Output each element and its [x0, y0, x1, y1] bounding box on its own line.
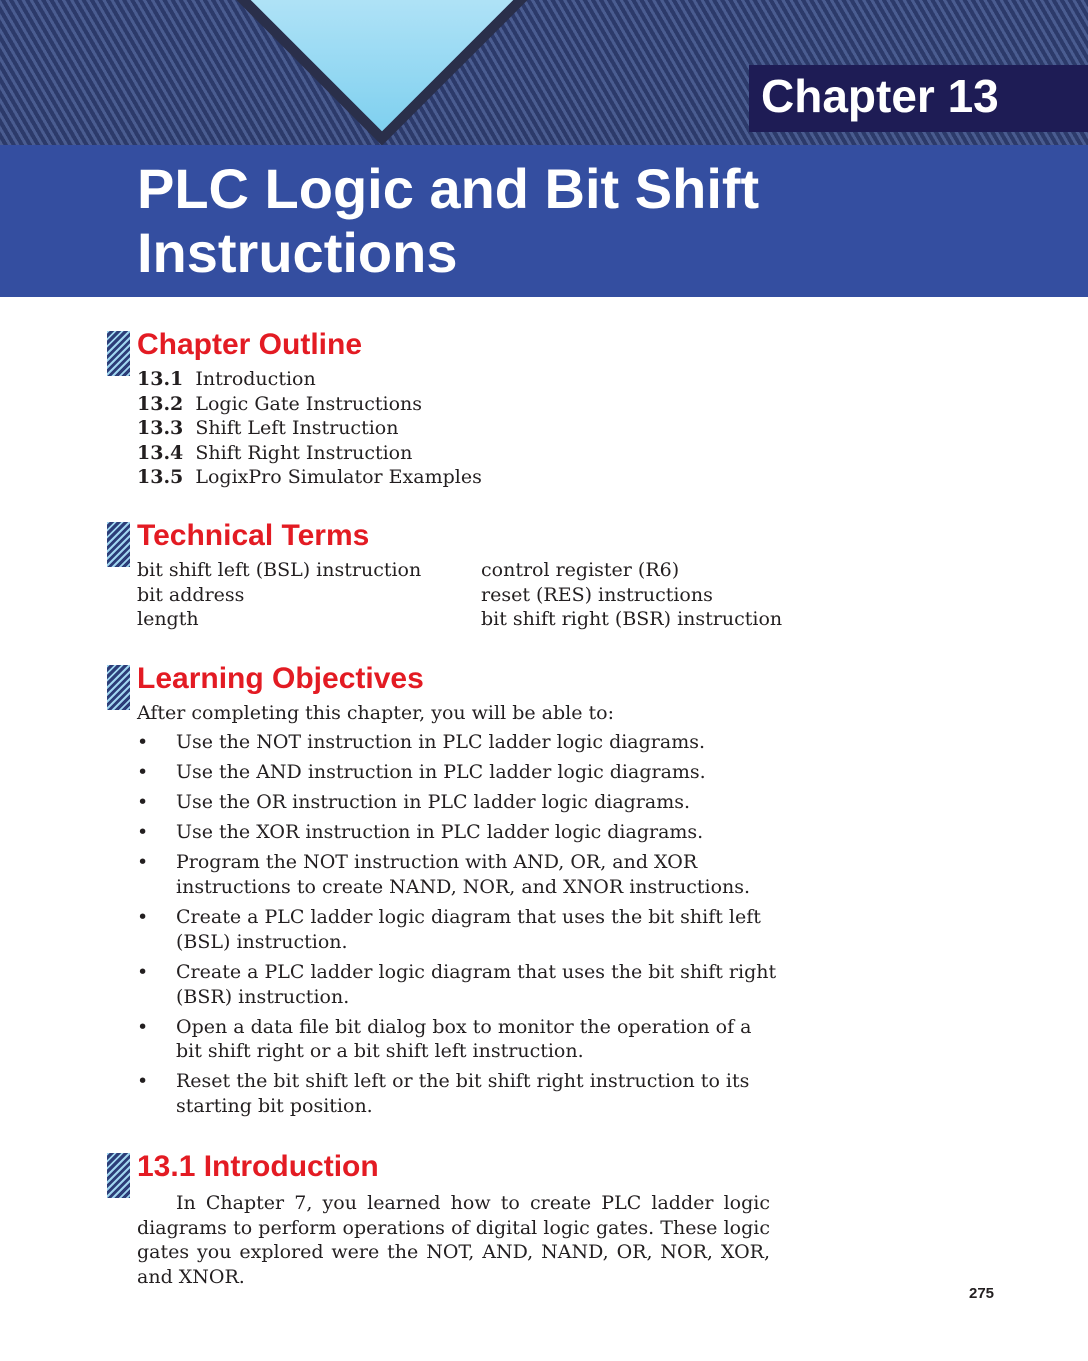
outline-item: [137, 367, 777, 392]
section-heading: Chapter Outline: [137, 328, 363, 361]
objective-item: • Use the XOR instruction in PLC ladder logic diagrams.: [137, 820, 777, 845]
section-icon: [107, 522, 130, 567]
outline-number: 13.3: [137, 417, 184, 440]
outline-label: Logic Gate Instructions: [195, 392, 423, 415]
objective-item: • Reset the bit shift left or the bit shift right instruction to its starting bit position.: [137, 1069, 777, 1118]
objective-item: • Create a PLC ladder logic diagram that uses the bit shift right (BSR) instruction.: [137, 960, 777, 1009]
objective-item: • Open a data file bit dialog box to monitor the operation of a bit shift right or a bit shift left instruction.: [137, 1015, 777, 1064]
section-heading: 13.1 Introduction: [137, 1150, 379, 1183]
outline-label: Introduction: [195, 368, 316, 390]
objective-item: • Use the NOT instruction in PLC ladder logic diagrams.: [137, 730, 777, 755]
objective-item: • Program the NOT instruction with AND, OR, and XOR instructions to create NAND, NOR, and XNOR instructions.: [137, 850, 777, 899]
chapter-title: [137, 157, 759, 285]
chip-graphic: [226, 0, 537, 146]
section-icon: [107, 665, 130, 710]
chapter-label-box: [749, 65, 1088, 132]
term-item: length: [137, 608, 199, 631]
outline-number: 13.2: [137, 392, 184, 415]
title-band: [0, 145, 1088, 297]
objective-item: • Create a PLC ladder logic diagram that uses the bit shift left (BSL) instruction.: [137, 905, 777, 954]
outline-number: 13.5: [137, 466, 184, 489]
chapter-number: Chapter 13: [761, 70, 999, 122]
term-item: bit shift right (BSR) instruction: [481, 608, 783, 631]
term-item: reset (RES) instructions: [481, 583, 713, 606]
term-item: bit shift left (BSL) instruction: [137, 559, 422, 581]
section-icon: [107, 1153, 130, 1198]
section-heading: Learning Objectives: [137, 662, 424, 695]
page-number: 275: [969, 1285, 995, 1302]
objectives-intro: After completing this chapter, you will be able to:: [137, 702, 614, 724]
objective-item: • Use the AND instruction in PLC ladder logic diagrams.: [137, 760, 777, 785]
outline-label: Shift Right Instruction: [195, 441, 413, 464]
outline-number: 13.1: [137, 368, 184, 390]
section-heading: Technical Terms: [137, 519, 370, 552]
technical-terms-section: [137, 518, 783, 632]
introduction-section: [137, 1149, 770, 1289]
objective-item: • Use the OR instruction in PLC ladder logic diagrams.: [137, 790, 777, 815]
outline-label: LogixPro Simulator Examples: [195, 466, 482, 489]
outline-item: [137, 416, 777, 441]
chapter-outline-section: [137, 327, 777, 490]
outline-item: [137, 465, 777, 490]
learning-objectives-section: [137, 661, 777, 1124]
outline-item: [137, 392, 777, 417]
objectives-list: [137, 730, 777, 1119]
title-line: Instructions: [137, 221, 458, 284]
outline-number: 13.4: [137, 441, 184, 464]
outline-item: [137, 441, 777, 466]
outline-label: Shift Left Instruction: [195, 417, 399, 440]
terms-column: [137, 558, 481, 632]
title-line: PLC Logic and Bit Shift: [137, 157, 760, 220]
term-item: control register (R6): [481, 559, 680, 581]
section-icon: [107, 331, 130, 376]
term-item: bit address: [137, 583, 245, 606]
intro-paragraph: In Chapter 7, you learned how to create PLC ladder logic diagrams to perform operations of digital logic gates. These logic gates you explored were the NOT, AND, NAND, OR, NOR, XOR, and XNOR.: [137, 1192, 770, 1288]
terms-column: [481, 558, 825, 632]
